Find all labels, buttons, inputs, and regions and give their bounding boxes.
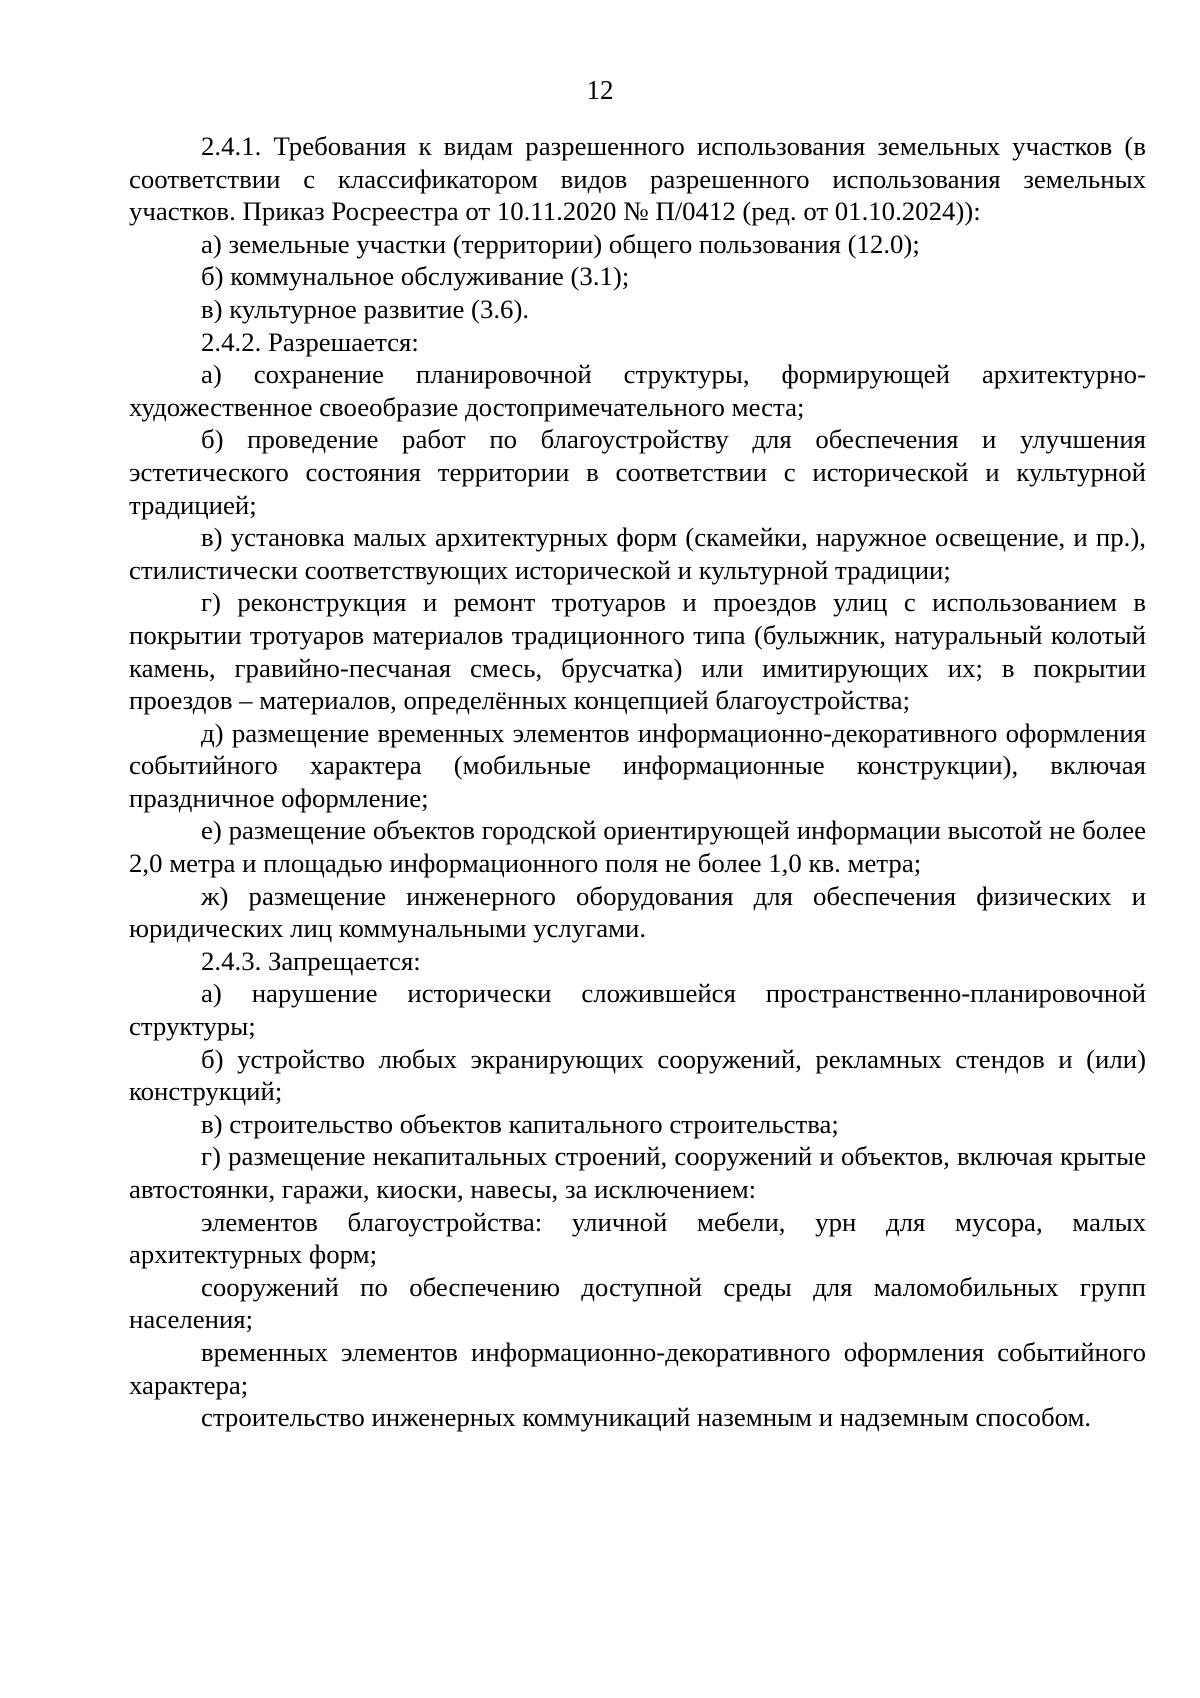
section-heading: 2.4.2. Разрешается: <box>201 326 419 357</box>
list-item: б) устройство любых экранирующих сооружений, рекламных стендов и (или) конструкций; <box>129 1043 1146 1107</box>
list-item: б) коммунальное обслуживание (3.1); <box>201 261 630 292</box>
list-item: д) размещение временных элементов информационно-декоративного оформления событийного характера (мобильные информационные конструкции), включая праздничное оформление; <box>129 717 1146 813</box>
list-item: е) размещение объектов городской ориентирующей информации высотой не более 2,0 метра и площадью информационного поля не более 1,0 кв. метра; <box>129 815 1146 879</box>
list-item: в) установка малых архитектурных форм (скамейки, наружное освещение, и пр.), стилистически соответствующих исторической и культурной традиции; <box>129 522 1146 585</box>
list-item: г) размещение некапитальных строений, сооружений и объектов, включая крытые автостоянки, гаражи, киоски, навесы, за исключением: <box>129 1141 1146 1204</box>
sub-item: элементов благоустройства: уличной мебели, урн для мусора, малых архитектурных форм; <box>129 1206 1146 1270</box>
document-body <box>129 130 1146 1434</box>
sub-item: сооружений по обеспечению доступной среды для маломобильных групп населения; <box>129 1271 1146 1335</box>
sub-item: временных элементов информационно-декоративного оформления событийного характера; <box>129 1336 1146 1400</box>
list-item: г) реконструкция и ремонт тротуаров и проездов улиц с использованием в покрытии тротуаров материалов традиционного типа (булыжник, натуральный колотый камень, гравийно-песчаная смесь, брусчатка) или имитирующих их; в покрытии проездов – материалов, определённых концепцией благоустройства; <box>129 587 1146 716</box>
sub-item: строительство инженерных коммуникаций наземным и надземным способом. <box>201 1402 1092 1433</box>
list-item: в) строительство объектов капитального строительства; <box>201 1108 839 1139</box>
list-item: б) проведение работ по благоустройству для обеспечения и улучшения эстетического состояния территории в соответствии с исторической и культурной традицией; <box>129 424 1146 520</box>
list-item: а) земельные участки (территории) общего пользования (12.0); <box>201 228 920 259</box>
list-item: в) культурное развитие (3.6). <box>201 293 530 324</box>
section-heading: 2.4.3. Запрещается: <box>201 945 421 976</box>
list-item: а) нарушение исторически сложившейся пространственно-планировочной структуры; <box>129 978 1146 1042</box>
list-item: а) сохранение планировочной структуры, формирующей архитектурно-художественное своеобразие достопримечательного места; <box>129 359 1146 422</box>
list-item: ж) размещение инженерного оборудования для обеспечения физических и юридических лиц коммунальными услугами. <box>129 880 1146 944</box>
page-number: 12 <box>586 75 614 105</box>
paragraph: 2.4.1. Требования к видам разрешенного использования земельных участков (в соответствии с классификатором видов разрешенного использования земельных участков. Приказ Росреестра от 10.11.2020 № П/0412 (ред. от 01.10.2024)): <box>129 131 1146 227</box>
